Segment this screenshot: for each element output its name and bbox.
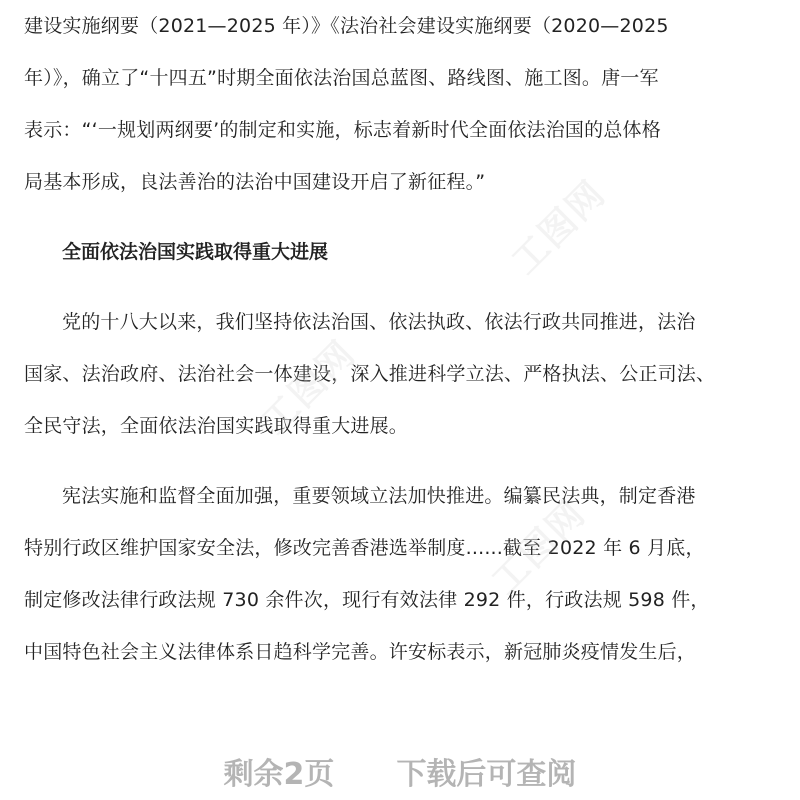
text-line: 宪法实施和监督全面加强，重要领域立法加快推进。编纂民法典，制定香港 xyxy=(62,485,696,507)
text-line: 建设实施纲要（2021—2025 年）》《法治社会建设实施纲要（2020—2025 xyxy=(24,15,669,37)
text-line: 国家、法治政府、法治社会一体建设，深入推进科学立法、严格执法、公正司法、 xyxy=(24,363,716,385)
section-heading: 全面依法治国实践取得重大进展 xyxy=(62,241,329,263)
paragraph-1 xyxy=(24,0,780,208)
text-line: 制定修改法律行政法规 730 余件次，现行有效法律 292 件，行政法规 598 件， xyxy=(24,589,710,611)
watermark: 工图网 xyxy=(254,332,364,443)
watermark: 工图网 xyxy=(484,492,594,603)
watermark: 工图网 xyxy=(504,172,614,283)
document-body xyxy=(24,0,780,678)
paragraph-2 xyxy=(24,296,780,452)
text-line: 年）》，确立了“十四五”时期全面依法治国总蓝图、路线图、施工图。唐一军 xyxy=(24,67,659,89)
text-line: 党的十八大以来，我们坚持依法治国、依法执政、依法行政共同推进，法治 xyxy=(62,311,696,333)
download-banner xyxy=(0,742,800,800)
paragraph-3 xyxy=(24,470,780,678)
text-line: 全民守法，全面依法治国实践取得重大进展。 xyxy=(24,415,409,437)
text-line: 中国特色社会主义法律体系日趋科学完善。许安标表示，新冠肺炎疫情发生后， xyxy=(24,641,697,663)
download-link[interactable]: 下载后可查阅 xyxy=(396,757,577,792)
remaining-pages-label: 剩余2页 xyxy=(223,757,335,792)
text-line: 特别行政区维护国家安全法，修改完善香港选举制度......截至 2022 年 6 月底， xyxy=(24,537,705,559)
text-line: 局基本形成，良法善治的法治中国建设开启了新征程。” xyxy=(24,171,486,193)
text-line: 表示：“‘一规划两纲要’的制定和实施，标志着新时代全面依法治国的总体格 xyxy=(24,119,661,141)
